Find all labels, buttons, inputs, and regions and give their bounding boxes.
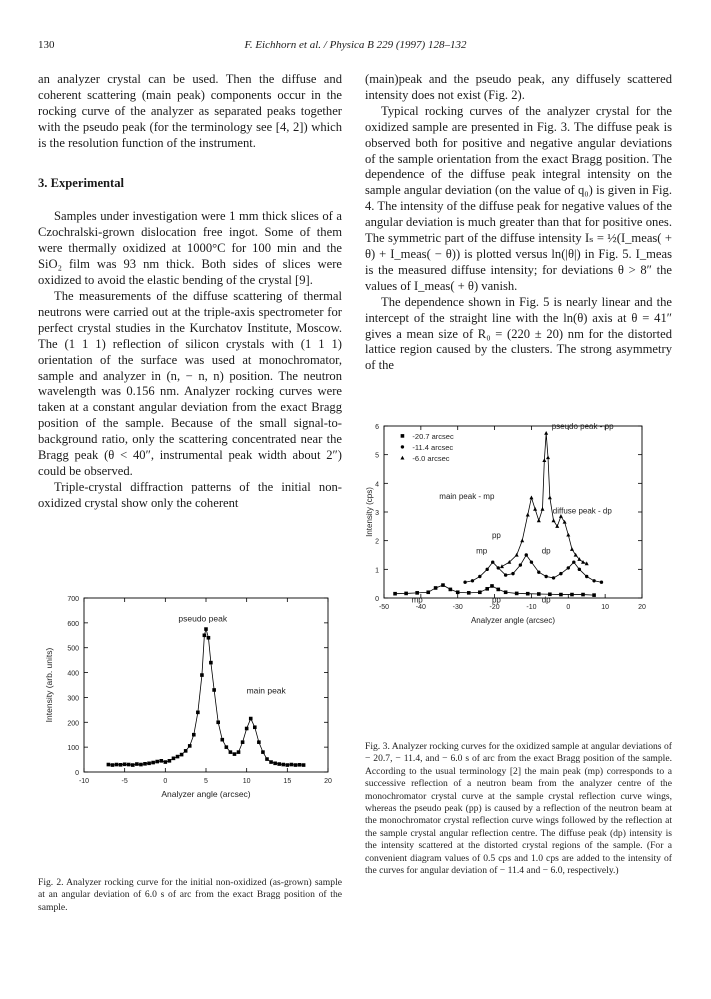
data-point-triangle — [500, 564, 504, 568]
data-point-square — [159, 759, 163, 763]
data-point-triangle — [548, 495, 552, 499]
y-tick-label: 5 — [375, 452, 379, 460]
y-tick-label: 100 — [67, 745, 79, 753]
data-point-square — [176, 755, 180, 759]
x-tick-label: -30 — [452, 604, 463, 611]
data-point-square — [537, 592, 541, 596]
x-tick-label: -10 — [78, 778, 90, 785]
data-point-square — [277, 762, 281, 766]
data-point-square — [209, 661, 213, 665]
data-point-square — [151, 761, 155, 765]
legend-entry-label: -20.7 arcsec — [412, 431, 454, 441]
paragraph-samples: Samples under investigation were 1 mm thick slices of a Czochralski-grown dislocation free ingot. Some of them were thermally oxidized at 1000°C for 100 min and the SiO₂ film was 93 nm thick. Both sides of slices were oxidized to avoid the elastic bending of the crystal [9]. — [38, 209, 342, 288]
data-point-square — [393, 592, 397, 596]
data-point-square — [111, 763, 115, 767]
data-point-circle — [578, 568, 581, 571]
data-point-circle — [592, 579, 595, 582]
data-point-square — [229, 750, 233, 754]
data-point-square — [257, 740, 261, 744]
y-tick-label: 300 — [67, 695, 79, 703]
data-point-triangle — [533, 507, 537, 511]
annotation-pp-lower: pp — [491, 595, 501, 605]
data-point-square — [261, 750, 265, 754]
data-point-square — [245, 727, 249, 731]
annotation-dp-upper: dp — [541, 546, 551, 556]
data-point-square — [449, 588, 453, 592]
data-point-square — [143, 762, 147, 766]
annotation-pseudo-peak: pseudo peak — [178, 613, 228, 624]
annotation-main-peak: main peak — [246, 685, 286, 696]
data-point-square — [294, 763, 298, 767]
data-point-square — [203, 633, 207, 637]
data-point-square — [233, 752, 237, 756]
data-point-square — [441, 583, 445, 587]
data-point-triangle — [546, 455, 550, 459]
data-point-square — [515, 592, 519, 596]
data-point-square — [107, 763, 111, 767]
data-point-square — [184, 749, 188, 753]
x-tick-label: -10 — [526, 604, 537, 611]
paragraph-measurements: The measurements of the diffuse scattering of thermal neutrons were carried out at the triple-axis spectrometer for perfect crystal studies in the Kurchatov Institute, Moscow. The (1 1 1) reflection of silicon crystals with (1 1 1) orientation of the surface was used at monochromator, sample and analyzer in (n, − n, n) position. The neutron wavelength was 0.156 nm. Analyzer rocking curves were taken at a constant angular deviation from the exact Bragg position of the sample. Because of the small signal-to-background ratio, only the scattering concentrated near the Bragg peak (θ < 40″, instrumental peak width about 2″) could be observed. — [38, 288, 342, 478]
data-point-square — [127, 763, 131, 767]
annotation-dp-lower: dp — [541, 595, 551, 605]
annotation-pp-upper: pp — [491, 530, 501, 540]
data-point-square — [119, 763, 123, 767]
data-point-square — [456, 590, 460, 594]
paragraph-continued: (main)peak and the pseudo peak, any diffusely scattered intensity does not exist (Fig. 2). — [365, 72, 672, 102]
y-axis-label: Intensity (arb. units) — [44, 647, 54, 723]
data-point-square — [172, 757, 176, 761]
x-tick-label: 10 — [242, 778, 251, 785]
data-point-square — [192, 733, 196, 737]
annotation-mp-lower: mp — [411, 595, 423, 605]
figure-3-chart — [365, 418, 672, 651]
data-point-triangle — [540, 507, 544, 511]
data-point-square — [123, 762, 127, 766]
x-tick-label: 15 — [283, 778, 292, 785]
data-point-square — [216, 720, 220, 724]
data-point-circle — [478, 575, 481, 578]
data-point-square — [290, 763, 294, 767]
data-point-square — [281, 763, 285, 767]
data-point-square — [401, 434, 405, 438]
data-point-circle — [504, 573, 507, 576]
legend-entry-label: -11.4 arcsec — [412, 442, 454, 452]
data-point-circle — [511, 572, 514, 575]
data-point-triangle — [542, 458, 546, 462]
y-tick-label: 1 — [375, 567, 379, 575]
data-point-square — [302, 763, 306, 767]
data-point-square — [434, 586, 438, 590]
plot-frame — [84, 598, 328, 772]
data-point-square — [490, 584, 494, 588]
data-point-circle — [572, 560, 575, 563]
x-tick-label: 20 — [324, 778, 332, 785]
series-line-0 — [108, 629, 303, 765]
data-point-triangle — [581, 560, 585, 564]
data-point-square — [265, 757, 269, 761]
y-tick-label: 0 — [75, 770, 79, 777]
y-tick-label: 0 — [375, 596, 379, 603]
data-point-square — [485, 587, 489, 591]
data-point-circle — [537, 571, 540, 574]
data-point-square — [220, 738, 224, 742]
data-point-circle — [519, 563, 522, 566]
data-point-square — [570, 593, 574, 597]
data-point-triangle — [526, 513, 530, 517]
x-tick-label: -20 — [489, 604, 500, 611]
x-tick-label: -50 — [378, 604, 390, 611]
data-point-square — [241, 740, 245, 744]
data-point-square — [478, 590, 482, 594]
left-text-column — [38, 72, 342, 512]
data-point-triangle — [552, 518, 556, 522]
data-point-square — [168, 759, 172, 763]
data-point-square — [204, 627, 208, 631]
page-number: 130 — [38, 39, 55, 51]
paragraph-triple-crystal: Triple-crystal diffraction patterns of the initial non-oxidized crystal show only the coherent — [38, 479, 342, 510]
data-point-square — [426, 590, 430, 594]
figure-2-caption: Fig. 2. Analyzer rocking curve for the initial non-oxidized (as-grown) sample at an angular deviation of 6.0 s of arc from the exact Bragg position of the sample. — [38, 877, 342, 913]
data-point-square — [496, 588, 500, 592]
y-tick-label: 400 — [67, 670, 79, 678]
annotation-main-peak-mp: main peak - mp — [439, 492, 495, 502]
data-point-circle — [530, 560, 533, 563]
x-tick-label: 20 — [638, 604, 646, 611]
data-point-square — [225, 745, 229, 749]
data-point-square — [269, 760, 273, 764]
paragraph-dependence: The dependence shown in Fig. 5 is nearly linear and the intercept of the straight line with the ln(θ) axis at θ = 41″ gives a mean size of R₀ = (220 ± 20) nm for the distorted lattice region caused by the clusters. The strong asymmetry of the — [365, 294, 672, 373]
annotation-pseudo-peak-pp: pseudo peak - pp — [551, 421, 614, 431]
data-point-square — [273, 762, 277, 766]
data-point-circle — [491, 560, 494, 563]
y-tick-label: 3 — [375, 510, 379, 517]
data-point-square — [207, 636, 211, 640]
x-tick-label: 0 — [163, 778, 168, 785]
data-point-square — [139, 763, 143, 767]
paragraph-analyzer: an analyzer crystal can be used. Then the diffuse and coherent scattering (main peak) components occur in the rocking curve of the analyzer as separated peaks together with the pseudo peak (for the terminology see [4, 2]) which is the resolution function of the instrument. — [38, 72, 342, 150]
data-point-triangle — [544, 431, 548, 435]
data-point-triangle — [520, 538, 524, 542]
data-point-square — [164, 760, 168, 764]
y-tick-label: 2 — [375, 538, 379, 546]
data-point-circle — [525, 553, 528, 556]
data-point-square — [188, 744, 192, 748]
x-tick-label: 0 — [566, 604, 571, 611]
x-tick-label: -5 — [121, 778, 128, 785]
y-tick-label: 200 — [67, 720, 79, 728]
data-point-circle — [544, 575, 547, 578]
data-point-square — [286, 763, 290, 767]
data-point-square — [155, 760, 159, 764]
y-tick-label: 4 — [375, 481, 379, 489]
x-axis-label: Analyzer angle (arcsec) — [470, 616, 556, 625]
annotation-diffuse-peak-dp: diffuse peak - dp — [552, 506, 612, 516]
data-point-square — [212, 688, 216, 692]
data-point-square — [415, 591, 419, 595]
data-point-square — [249, 717, 253, 721]
data-point-triangle — [570, 547, 574, 551]
data-point-circle — [486, 568, 489, 571]
data-point-square — [581, 593, 585, 597]
y-tick-label: 700 — [67, 596, 79, 603]
data-point-square — [559, 593, 563, 597]
section-heading-experimental: 3. Experimental — [38, 175, 125, 190]
annotation-mp-upper: mp — [476, 546, 488, 556]
data-point-triangle — [515, 553, 519, 557]
data-point-circle — [463, 581, 466, 584]
x-tick-label: 5 — [204, 778, 208, 785]
data-point-circle — [497, 566, 500, 569]
data-point-square — [504, 590, 508, 594]
data-point-triangle — [566, 533, 570, 537]
data-point-square — [131, 763, 135, 767]
data-point-square — [298, 763, 302, 767]
figure-3-caption: Fig. 3. Analyzer rocking curves for the oxidized sample at angular deviations of − 20.7, − 11.4, and − 6.0 s of arc from the exact Bragg position of the sample. According to the usual terminology [2] the main peak (mp) corresponds to a successive reflection of a neutron beam from the analyzer centre of the monochromator crystal curve at the sample crystal reflection curve wings, whereas the pseudo peak (pp) is caused by a reflection of the neutron beam at the monochromator crystal reflection curve wings followed by the reflection at the sample crystal angular reflection centre. The diffuse peak (dp) intensity is the intensity scattered at the distorted crystal regions of the sample. (For a convenient diagram values of 0.5 cps and 1.0 cps are added to the intensity of the curves for angular deviation of − 11.4 and − 6.0, respectively.) — [365, 741, 672, 877]
data-point-square — [115, 763, 119, 767]
y-tick-label: 500 — [67, 645, 79, 653]
data-point-circle — [559, 572, 562, 575]
data-point-circle — [552, 576, 555, 579]
running-header-citation: F. Eichhorn et al. / Physica B 229 (1997) 128–132 — [244, 39, 467, 51]
data-point-circle — [401, 445, 404, 448]
paragraph-typical-rocking: Typical rocking curves of the analyzer crystal for the oxidized sample are presented in Fig. 3. The diffuse peak is observed both for positive and negative angular deviations of the sample orientation from the exact Bragg position. The dependence of the diffuse peak integral intensity on the sample angular deviation (on the value of q₀) is given in Fig. 4. The intensity of the diffuse peak for negative values of the angular deviation is much greater than that for positive ones. The symmetric part of the diffuse intensity Iₛ = ½(I_meas( + θ) + I_meas( − θ)) is plotted versus ln(|θ|) in Fig. 5. I_meas is the measured diffuse intensity; for deviations θ > 8″ the values of I_meas( + θ) vanish. — [365, 103, 672, 293]
y-tick-label: 6 — [375, 424, 379, 431]
series-line-0 — [395, 585, 594, 595]
data-point-square — [253, 725, 257, 729]
data-point-square — [526, 592, 530, 596]
figure-2-chart — [38, 590, 342, 820]
data-point-triangle — [537, 518, 541, 522]
right-text-column — [365, 72, 672, 374]
data-point-circle — [600, 581, 603, 584]
data-point-triangle — [400, 456, 404, 460]
data-point-square — [237, 750, 241, 754]
data-point-square — [592, 593, 596, 597]
data-point-square — [467, 591, 471, 595]
data-point-square — [196, 711, 200, 715]
y-tick-label: 600 — [67, 620, 79, 628]
x-axis-label: Analyzer angle (arcsec) — [161, 789, 251, 799]
data-point-circle — [567, 566, 570, 569]
data-point-square — [200, 673, 204, 677]
data-point-square — [180, 753, 184, 757]
data-point-square — [135, 762, 139, 766]
legend-entry-label: -6.0 arcsec — [412, 453, 450, 463]
series-line-1 — [465, 555, 601, 582]
y-axis-label: Intensity (cps) — [365, 487, 374, 537]
data-point-square — [404, 592, 408, 596]
data-point-square — [147, 762, 151, 766]
data-point-triangle — [529, 495, 533, 499]
data-point-circle — [585, 575, 588, 578]
x-tick-label: -40 — [415, 604, 426, 611]
x-tick-label: 10 — [601, 604, 610, 611]
data-point-circle — [471, 579, 474, 582]
